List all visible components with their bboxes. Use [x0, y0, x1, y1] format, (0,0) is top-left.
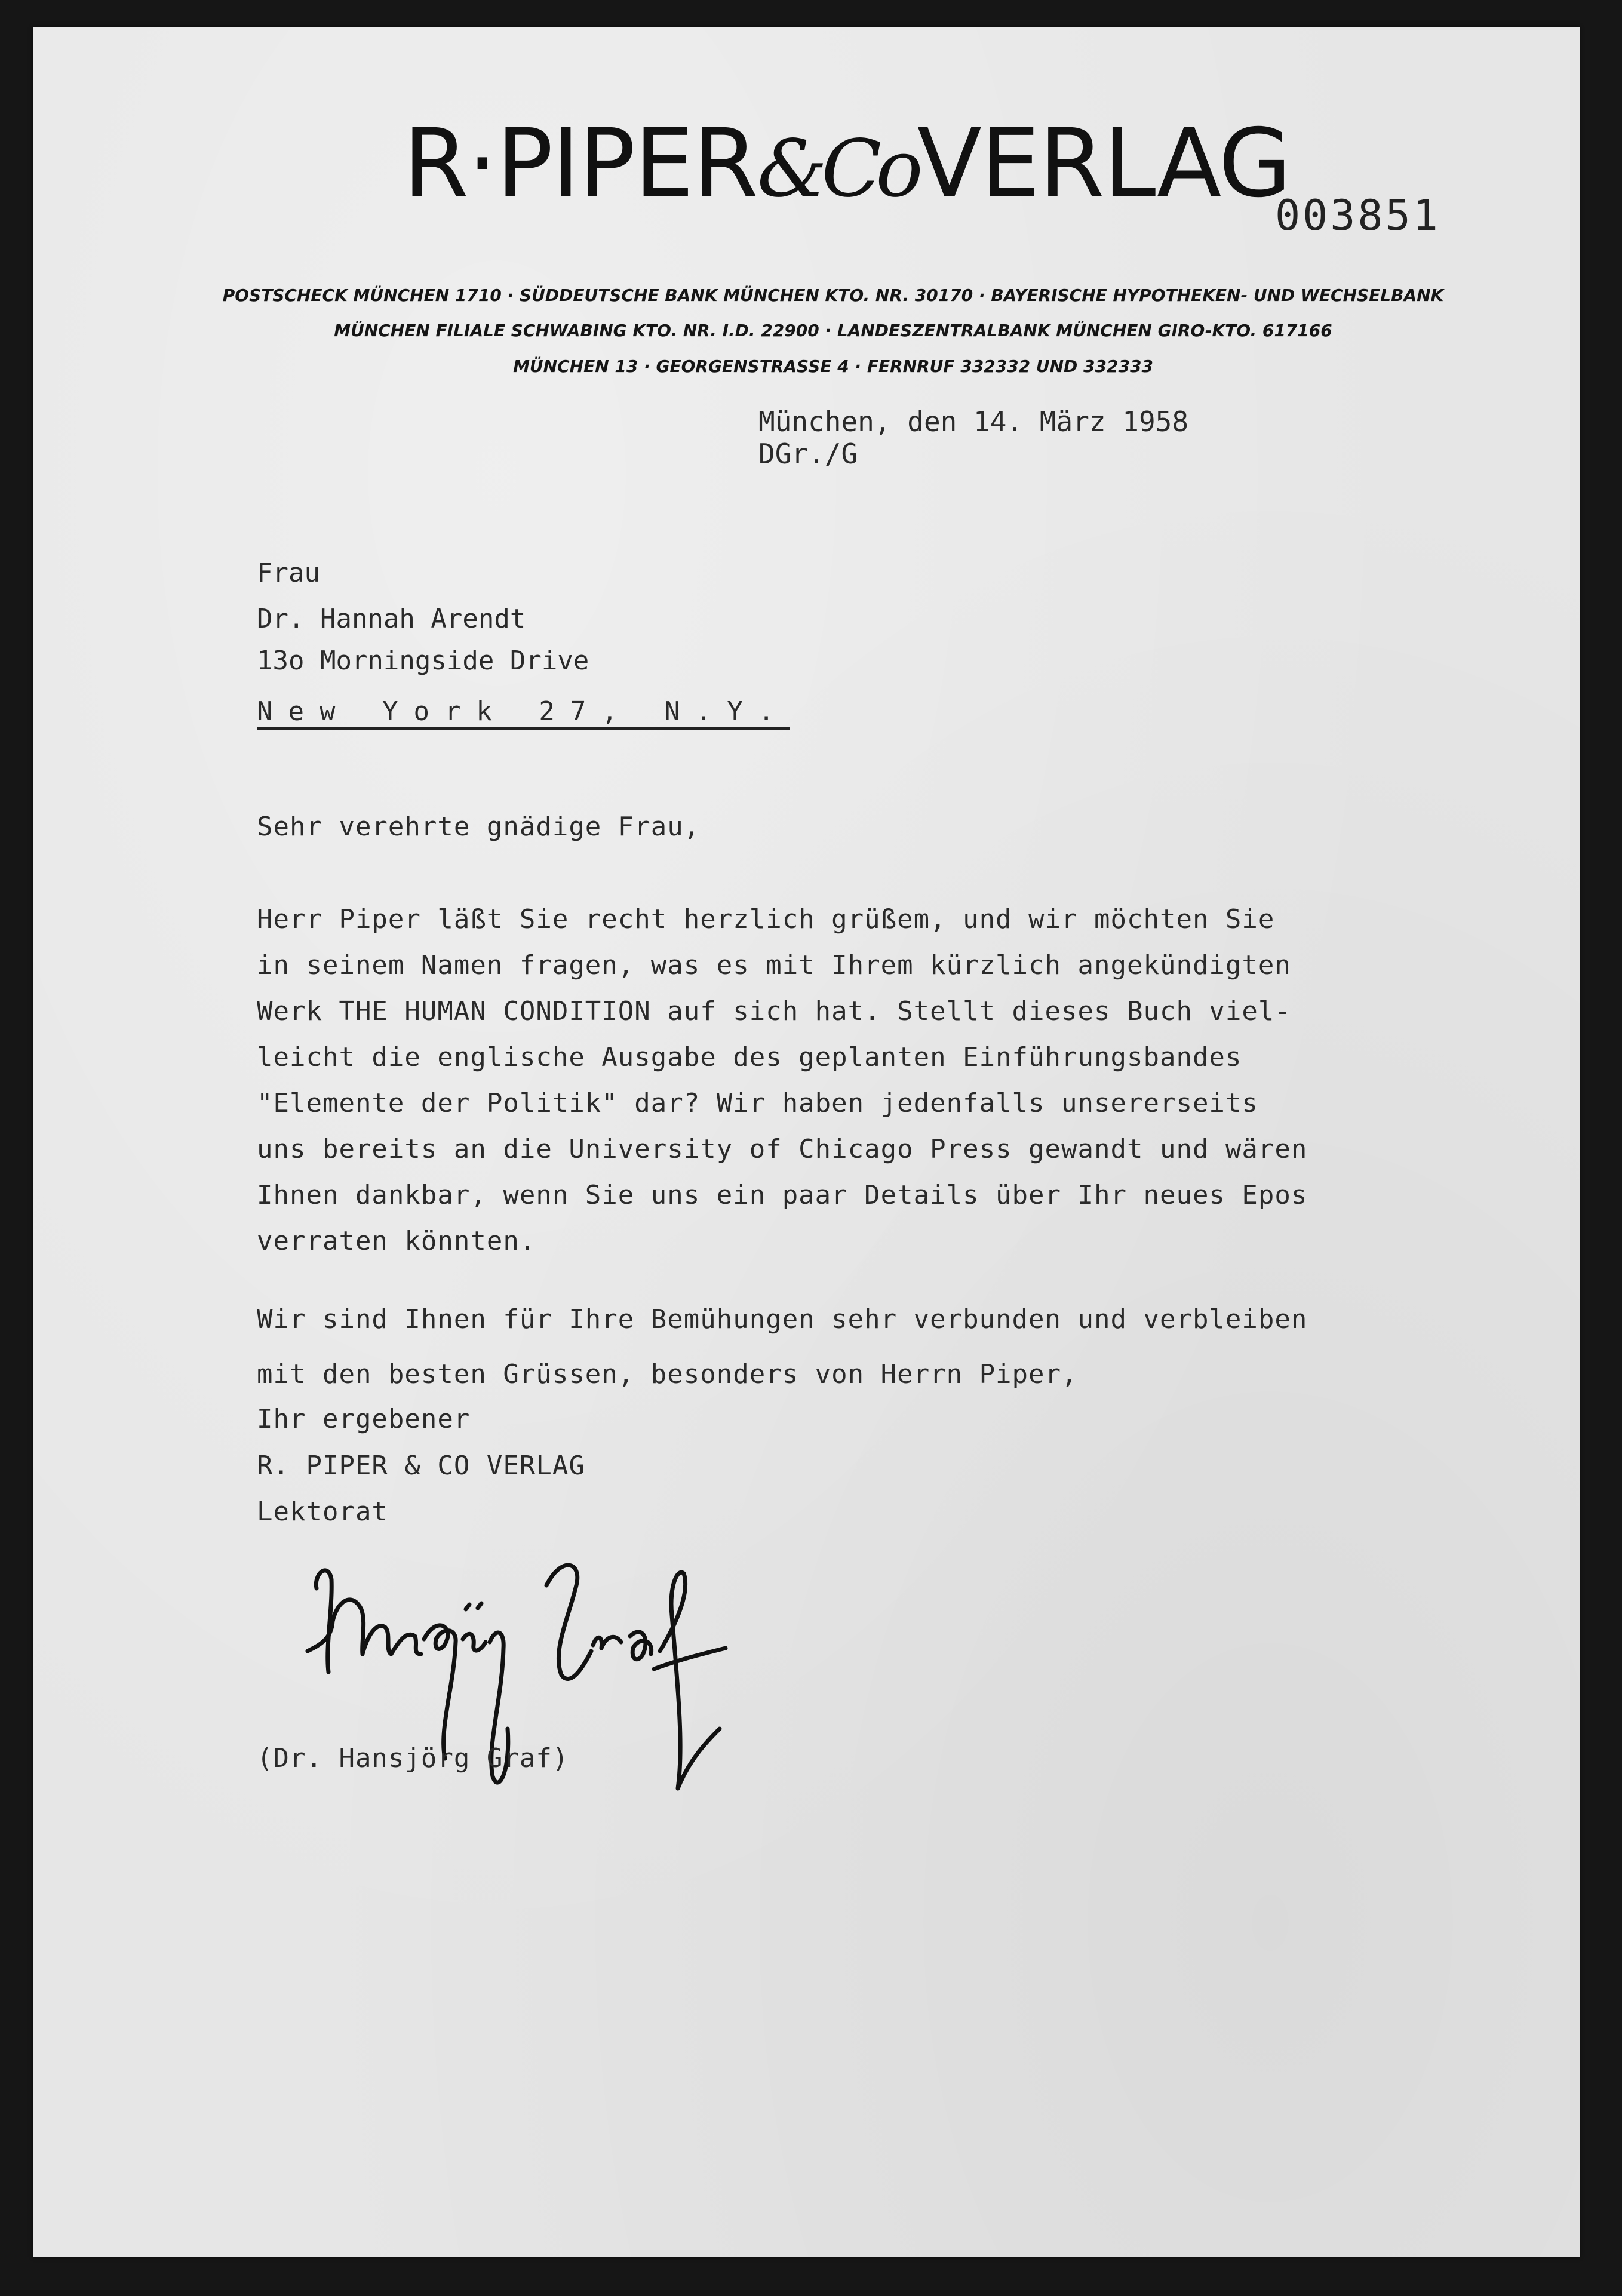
document-number: 003851 [1275, 191, 1440, 240]
company-name: R. PIPER & CO VERLAG [257, 1450, 585, 1481]
logo-ampersand: &Co [757, 123, 917, 215]
signatory-name: (Dr. Hansjörg Graf) [257, 1743, 569, 1774]
paragraph-line: leicht die englische Ausgabe des geplanten Einführungsbandes [257, 1042, 1242, 1072]
paragraph-line: Herr Piper läßt Sie recht herzlich grüßem, und wir möchten Sie [257, 904, 1275, 935]
paragraph-line: uns bereits an die University of Chicago Press gewandt und wären [257, 1134, 1308, 1164]
address-phone-line: MÜNCHEN 13 · GEORGENSTRASSE 4 · FERNRUF 332332 UND 332333 [513, 356, 1153, 376]
paragraph-line: "Elemente der Politik" dar? Wir haben jedenfalls unsererseits [257, 1088, 1258, 1118]
paragraph-line: in seinem Namen fragen, was es mit Ihrem kürzlich angekündigten [257, 950, 1291, 981]
recipient-street: 13o Morningside Drive [257, 646, 589, 676]
closing-paragraph: Wir sind Ihnen für Ihre Bemühungen sehr verbunden und verbleiben [257, 1304, 1308, 1335]
bank-details-line-1: POSTSCHECK MÜNCHEN 1710 · SÜDDEUTSCHE BANK MÜNCHEN KTO. NR. 30170 · BAYERISCHE HYPOTHEKEN- UND WECHSELBANK [222, 285, 1444, 305]
reference-code: DGr./G [758, 438, 858, 470]
letter-date: München, den 14. März 1958 [758, 405, 1189, 438]
department: Lektorat [257, 1496, 388, 1527]
greeting: Sehr verehrte gnädige Frau, [257, 812, 701, 842]
logo-text-right: VERLAG [917, 109, 1291, 219]
publisher-logo [403, 109, 1291, 219]
paragraph-line: verraten könnten. [257, 1226, 536, 1256]
bank-details-line-2: MÜNCHEN FILIALE SCHWABING KTO. NR. I.D. 22900 · LANDESZENTRALBANK MÜNCHEN GIRO-KTO. 617166 [334, 321, 1332, 340]
recipient-city: New York 27, N.Y. [257, 699, 790, 730]
recipient-name: Dr. Hannah Arendt [257, 604, 526, 634]
logo-text-left: R·PIPER [403, 109, 757, 219]
handwritten-signature [296, 1532, 785, 1830]
closing-greeting: mit den besten Grüssen, besonders von Herrn Piper, [257, 1359, 1078, 1390]
recipient-title: Frau [257, 558, 320, 588]
paragraph-line: Werk THE HUMAN CONDITION auf sich hat. Stellt dieses Buch viel- [257, 996, 1291, 1026]
closing-ergebener: Ihr ergebener [257, 1404, 471, 1434]
paragraph-line: Ihnen dankbar, wenn Sie uns ein paar Details über Ihr neues Epos [257, 1180, 1308, 1210]
letter-page [33, 27, 1580, 2257]
